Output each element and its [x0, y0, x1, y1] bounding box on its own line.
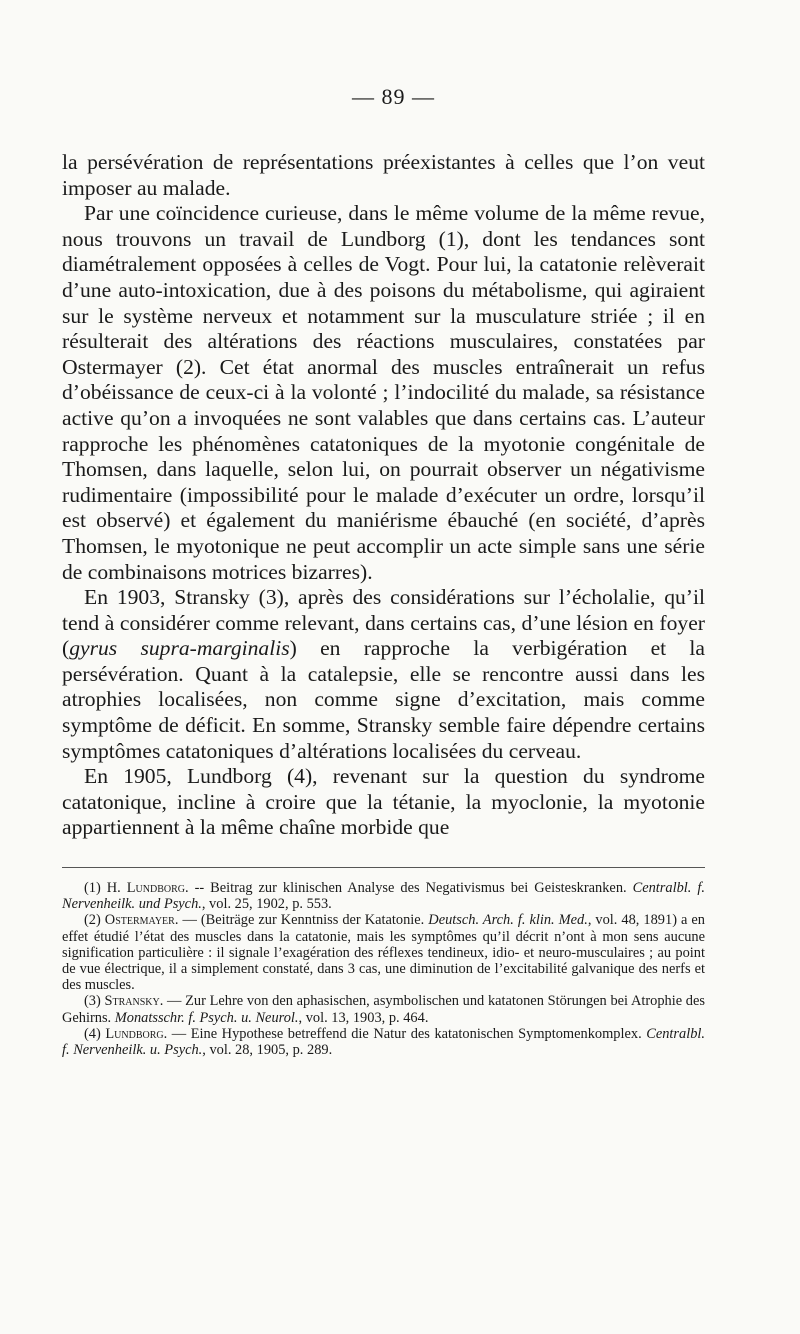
paragraph-4: En 1905, Lundborg (4), revenant sur la question du syndrome catatonique, incline à croire que la tétanie, la myoclonie, la myotonie appartiennent à la même chaîne morbide que — [62, 764, 705, 840]
footnote-divider — [62, 867, 705, 868]
footnote-title: — Zur Lehre von den aphasischen, asymbolischen und katatonen Störungen bei Atrophie des Gehirns. — [62, 993, 705, 1026]
paragraph-3-italic-term: gyrus supra-marginalis — [69, 636, 290, 661]
page-number: — 89 — — [352, 84, 435, 109]
paragraph-1: la persévération de représentations préexistantes à celles que l’on veut imposer au malade. — [62, 150, 705, 200]
footnote-title: — Eine Hypothese betreffend die Natur des katatonischen Symptomenkomplex. — [167, 1025, 647, 1042]
body-text — [62, 150, 705, 841]
footnote-reference: , vol. 25, 1902, p. 553. — [201, 896, 332, 913]
footnote-reference: , vol. 28, 1905, p. 289. — [202, 1042, 333, 1059]
footnote-number: (2) — [84, 912, 101, 929]
footnote-title: -- Beitrag zur klinischen Analyse des Negativismus bei Geisteskranken. — [188, 880, 633, 897]
paragraph-3-text-after: ) en rapproche la verbigération et la persévération. Quant à la catalepsie, elle se rencontre aussi dans les atrophies localisées, non comme signe d’excitation, mais comme symptôme de déficit. En somme, Stransky semble faire dépendre certains symptômes catatoniques d’altérations localisées du cerveau. — [62, 636, 706, 763]
footnote-reference: , vol. 48, 1891) a en effet étudié l’état des muscles dans la catatonie, mais les symptômes qu’il décrit n’ont à mon sens aucune signification particulière : il signale l’exagération des réflexes tendineux, idio- et neuro-musculaires ; au point de vue électrique, il a simplement constaté, dans 3 cas, une diminution de l’excitabilité galvanique des nerfs et des muscles. — [62, 912, 705, 994]
footnote-number: (3) — [84, 993, 101, 1010]
footnote-journal: Monatsschr. f. Psych. u. Neurol. — [114, 1009, 299, 1026]
footnote-author: Ostermayer. — [104, 912, 179, 929]
footnote-author: Lundborg. — [105, 1025, 168, 1042]
footnote-4 — [62, 1026, 705, 1058]
footnote-2 — [62, 912, 705, 993]
footnote-number: (4) — [84, 1025, 101, 1042]
footnote-title: — (Beiträge zur Kenntniss der Katatonie. — [178, 912, 429, 929]
footnote-journal: Centralbl. f. Nervenheilk. u. Psych. — [62, 1025, 705, 1059]
footnote-journal: Centralbl. f. Nervenheilk. und Psych. — [62, 880, 705, 913]
footnote-3 — [62, 993, 705, 1025]
footnote-1 — [62, 880, 705, 912]
footnote-journal: Deutsch. Arch. f. klin. Med. — [428, 912, 588, 929]
paragraph-3-text-before: En 1903, Stransky (3), après des considérations sur l’écholalie, qu’il tend à considérer comme relevant, dans certains cas, d’une lésion en foyer ( — [62, 585, 705, 661]
footnote-author: Stransky. — [104, 993, 164, 1010]
footnotes — [62, 880, 705, 1058]
footnote-author: H. Lundborg. — [106, 880, 189, 897]
footnote-number: (1) — [84, 880, 101, 897]
paragraph-2: Par une coïncidence curieuse, dans le même volume de la même revue, nous trouvons un travail de Lundborg (1), dont les tendances sont diamétralement opposées à celles de Vogt. Pour lui, la catatonie relèverait d’une auto-intoxication, due à des poisons du métabolisme, qui agiraient sur le système nerveux et notamment sur la musculature striée ; il en résulterait des altérations des réactions musculaires, constatées par Ostermayer (2). Cet état anormal des muscles entraînerait un refus d’obéissance de ceux-ci à la volonté ; l’indocilité du malade, sa résistance active qu’on a invoquées ne sont valables que dans certains cas. L’auteur rapproche les phénomènes catatoniques de la myotonie congénitale de Thomsen, dans laquelle, selon lui, on pourrait observer un négativisme rudimentaire (impossibilité pour le malade d’exécuter un ordre, lorsqu’il est observé) et également du maniérisme ébauché (en société, d’après Thomsen, le myotonique ne peut accomplir un acte simple sans une série de combinaisons motrices bizarres). — [62, 201, 705, 584]
paragraph-3 — [62, 585, 705, 764]
footnote-reference: , vol. 13, 1903, p. 464. — [298, 1009, 429, 1026]
